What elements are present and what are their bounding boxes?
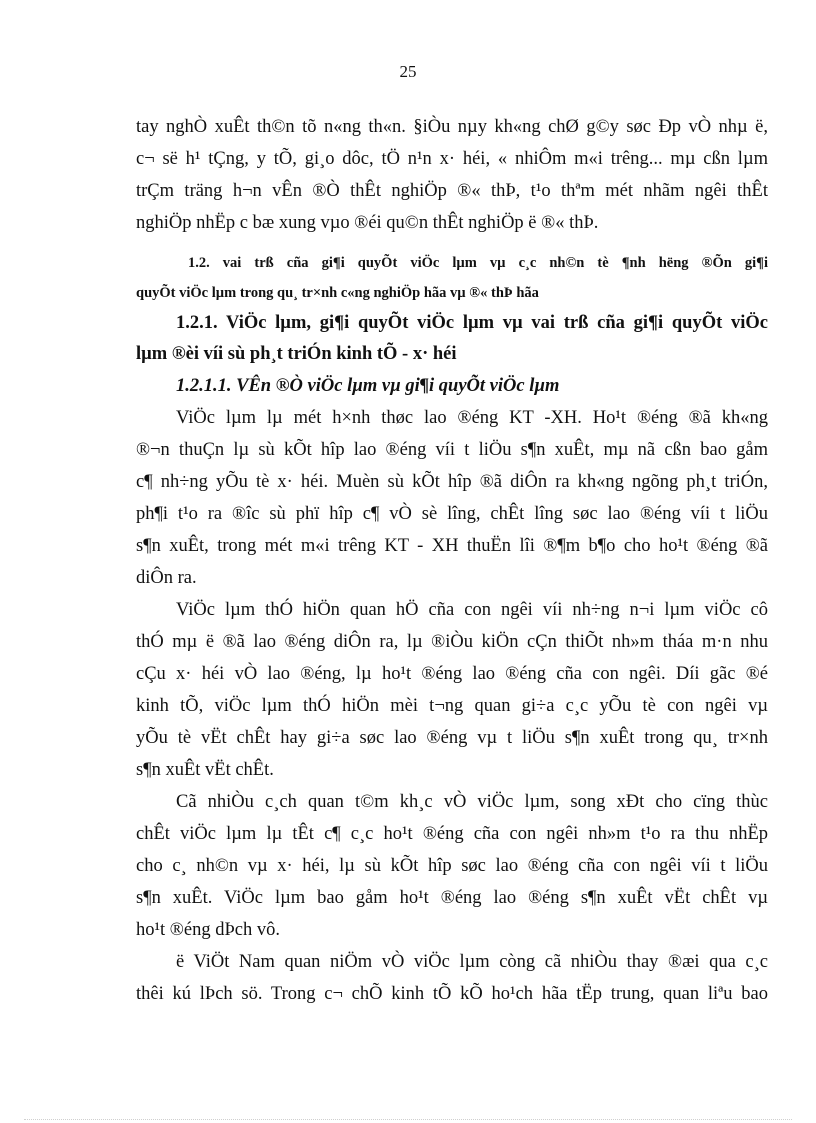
body-line: s¶n xuÊt vËt chÊt. <box>136 760 274 780</box>
body-line: tay nghÒ xuÊt th©n tõ n«ng th«n. §iÒu nµy kh«ng chØ g©y søc Ðp vÒ nhµ ë, <box>136 117 768 137</box>
body-line: cÇu x· héi vÒ lao ®éng, lµ ho¹t ®éng lao ®éng cña con ngêi. Díi gãc ®é <box>136 664 768 684</box>
body-line: c¬ së h¹ tÇng, y tÕ, gi¸o dôc, tÖ n¹n x· héi, « nhiÔm m«i trêng... mµ cßn lµm <box>136 149 768 169</box>
body-line: kinh tÕ, viÖc lµm thÓ hiÖn mèi t¬ng quan gi÷a c¸c yÕu tè con ngêi vµ <box>136 696 768 716</box>
body-line: cho c¸ nh©n vµ x· héi, lµ sù kÕt hîp søc lao ®éng cña con ngêi víi t liÖu <box>136 856 768 876</box>
body-line: Cã nhiÒu c¸ch quan t©m kh¸c vÒ viÖc lµm, song xÐt cho cïng thùc <box>176 792 768 812</box>
body-line: s¶n xuÊt, trong mét m«i trêng KT - XH thuËn lîi ®¶m b¶o cho ho¹t ®éng ®ã <box>136 536 768 556</box>
body-line: ®¬n thuÇn lµ sù kÕt hîp lao ®éng víi t liÖu s¶n xuÊt, mµ nã cßn bao gåm <box>136 440 768 460</box>
section-heading-line: 1.2. vai trß cña gi¶i quyÕt viÖc lµm vµ c¸c nh©n tè ¶nh hëng ®Õn gi¶i <box>188 255 768 271</box>
subsection-heading-line: 1.2.1. ViÖc lµm, gi¶i quyÕt viÖc lµm vµ vai trß cña gi¶i quyÕt viÖc <box>176 313 768 333</box>
subsubsection-heading: 1.2.1.1. VÊn ®Ò viÖc lµm vµ gi¶i quyÕt viÖc lµm <box>176 376 560 396</box>
body-line: chÊt viÖc lµm lµ tÊt c¶ c¸c ho¹t ®éng cña con ngêi nh»m t¹o ra thu nhËp <box>136 824 768 844</box>
subsection-heading-line: lµm ®èi víi sù ph¸t triÓn kinh tÕ - x· héi <box>136 344 457 364</box>
body-line: ViÖc lµm lµ mét h×nh thøc lao ®éng KT -XH. Ho¹t ®éng ®ã kh«ng <box>176 408 768 428</box>
body-line: trÇm träng h¬n vÊn ®Ò thÊt nghiÖp ®« thÞ, t¹o thªm mét nhãm ngêi thÊt <box>136 181 768 201</box>
page-number: 25 <box>399 62 417 81</box>
body-line: s¶n xuÊt. ViÖc lµm bao gåm ho¹t ®éng lao ®éng s¶n xuÊt vËt chÊt vµ <box>136 888 768 908</box>
body-line: ë ViÖt Nam quan niÖm vÒ viÖc lµm còng cã nhiÒu thay ®æi qua c¸c <box>176 952 768 972</box>
body-line: diÔn ra. <box>136 568 197 588</box>
body-line: thÓ mµ ë ®ã lao ®éng diÔn ra, lµ ®iÒu kiÖn cÇn thiÕt nh»m tháa m·n nhu <box>136 632 768 652</box>
body-line: yÕu tè vËt chÊt hay gi÷a søc lao ®éng vµ t liÖu s¶n xuÊt trong qu¸ tr×nh <box>136 728 768 748</box>
page-bottom-rule <box>24 1119 792 1120</box>
body-line: ViÖc lµm thÓ hiÖn quan hÖ cña con ngêi víi nh÷ng n¬i lµm viÖc cô <box>176 600 768 620</box>
section-heading-line: quyÕt viÖc lµm trong qu¸ tr×nh c«ng nghiÖp hãa vµ ®« thÞ hãa <box>136 285 539 301</box>
body-line: nghiÖp nhËp c bæ xung vµo ®éi qu©n thÊt nghiÖp ë ®« thÞ. <box>136 213 599 233</box>
body-line: ho¹t ®éng dÞch vô. <box>136 920 280 940</box>
body-line: ph¶i t¹o ra ®îc sù phï hîp c¶ vÒ sè lîng, chÊt lîng søc lao ®éng víi t liÖu <box>136 504 768 524</box>
body-line: c¶ nh÷ng yÕu tè x· héi. Muèn sù kÕt hîp ®ã diÔn ra kh«ng ngõng ph¸t triÓn, <box>136 472 768 492</box>
body-line: thêi kú lÞch sö. Trong c¬ chÕ kinh tÕ kÕ ho¹ch hãa tËp trung, quan liªu bao <box>136 984 768 1004</box>
